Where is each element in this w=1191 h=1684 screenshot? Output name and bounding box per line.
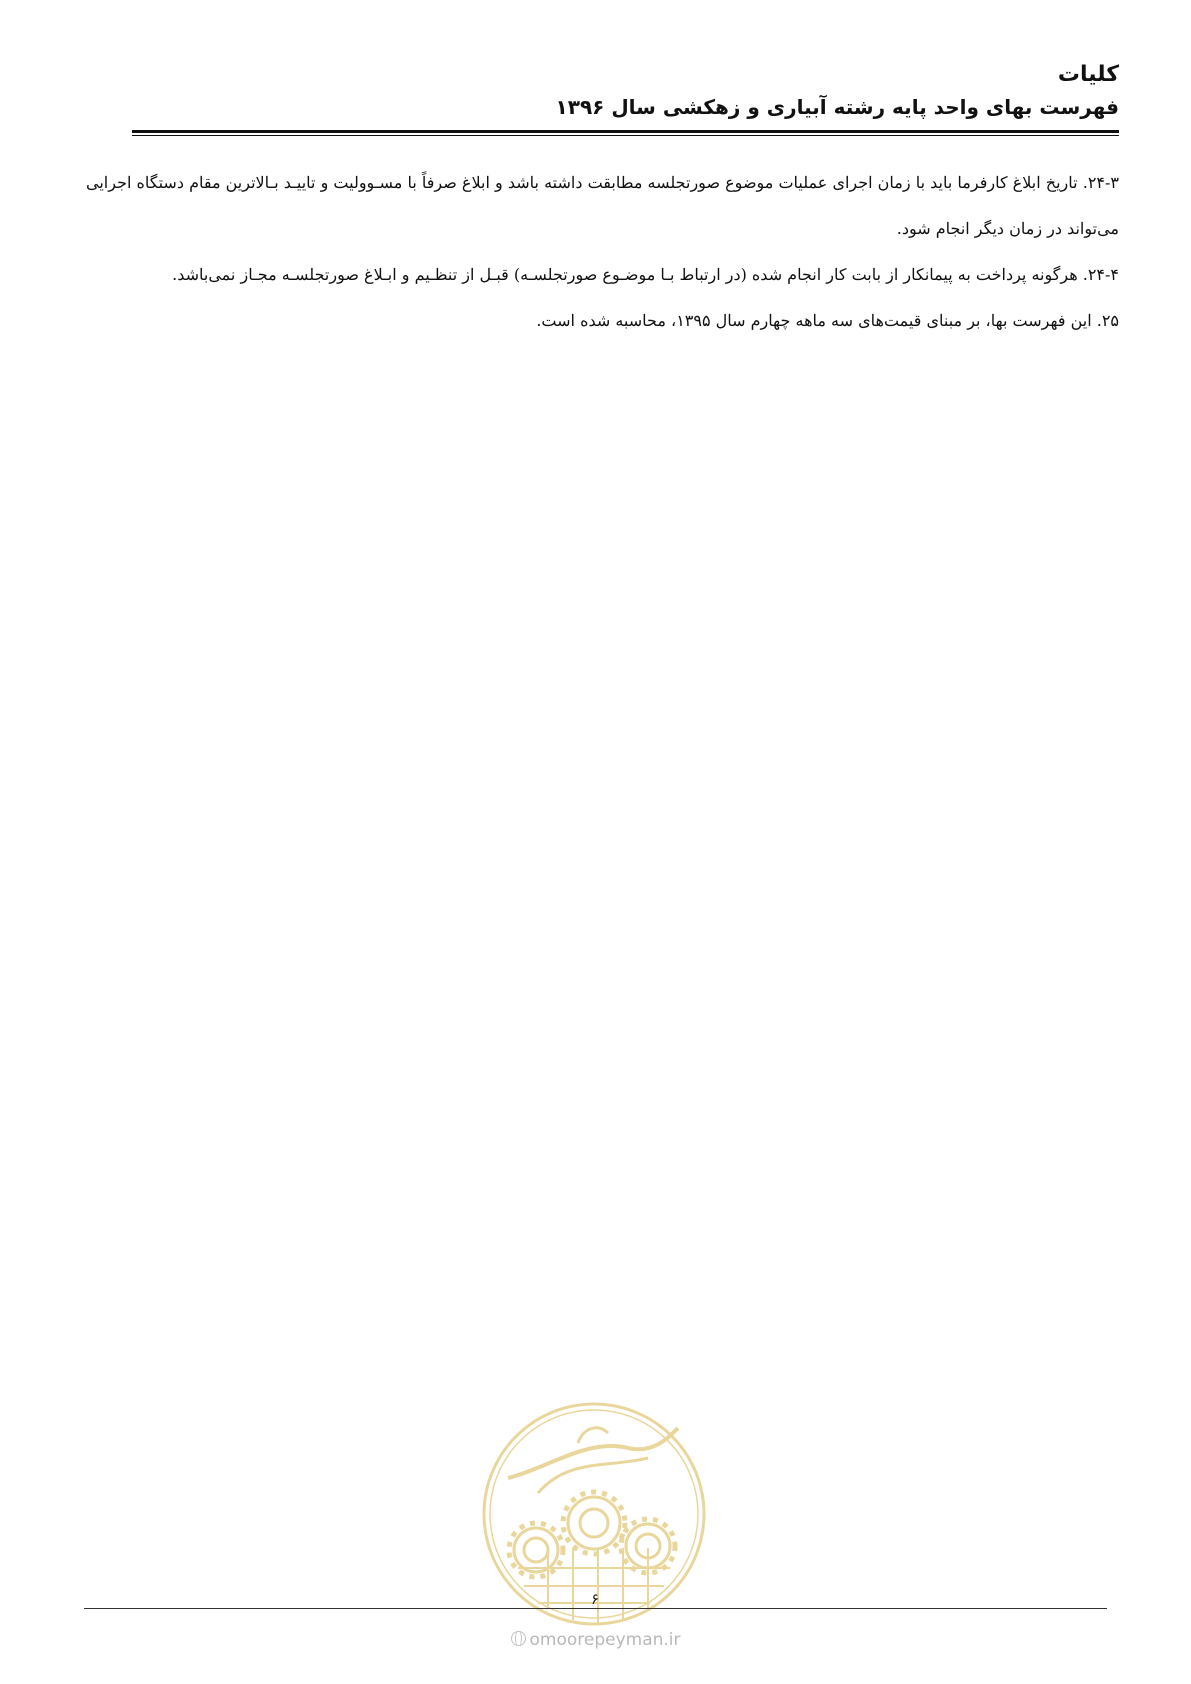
globe-icon [511,1631,526,1646]
website-watermark [480,1630,712,1650]
footer-rule [84,1608,1107,1609]
paragraph-25: ۲۵. این فهرست بها، بر مبنای قیمت‌های سه ماهه چهارم سال ۱۳۹۵، محاسبه شده است. [536,311,1119,330]
website-text: omoorepeyman.ir [529,1630,681,1650]
page-header [132,60,1119,122]
document-title: فهرست بهای واحد پایه رشته آبیاری و زهکشی سال ۱۳۹۶ [555,95,1119,119]
paragraph-24-4: ۲۴-۴. هرگونه پرداخت به پیمانکار از بابت کار انجام شده (در ارتباط بـا موضـوع صورتجلسـه) قبـل از تنظـیم و ابـلاغ صورتجلسـه مجـاز نمی‌باشد. [172,265,1119,284]
page-number: ۶ [590,1590,600,1608]
header-double-rule [132,130,1119,136]
section-title: کلیات [1057,62,1119,87]
paragraph-24-3: ۲۴-۳. تاریخ ابلاغ کارفرما باید با زمان اجرای عملیات موضوع صورتجلسه مطابقت داشته باشد و ابلاغ صرفاً با مسـوولیت و تاییـد بـالاترین مقام دستگاه اجرایی می‌تواند در زمان دیگر انجام شود. [86,173,1119,238]
document-body [86,160,1119,344]
